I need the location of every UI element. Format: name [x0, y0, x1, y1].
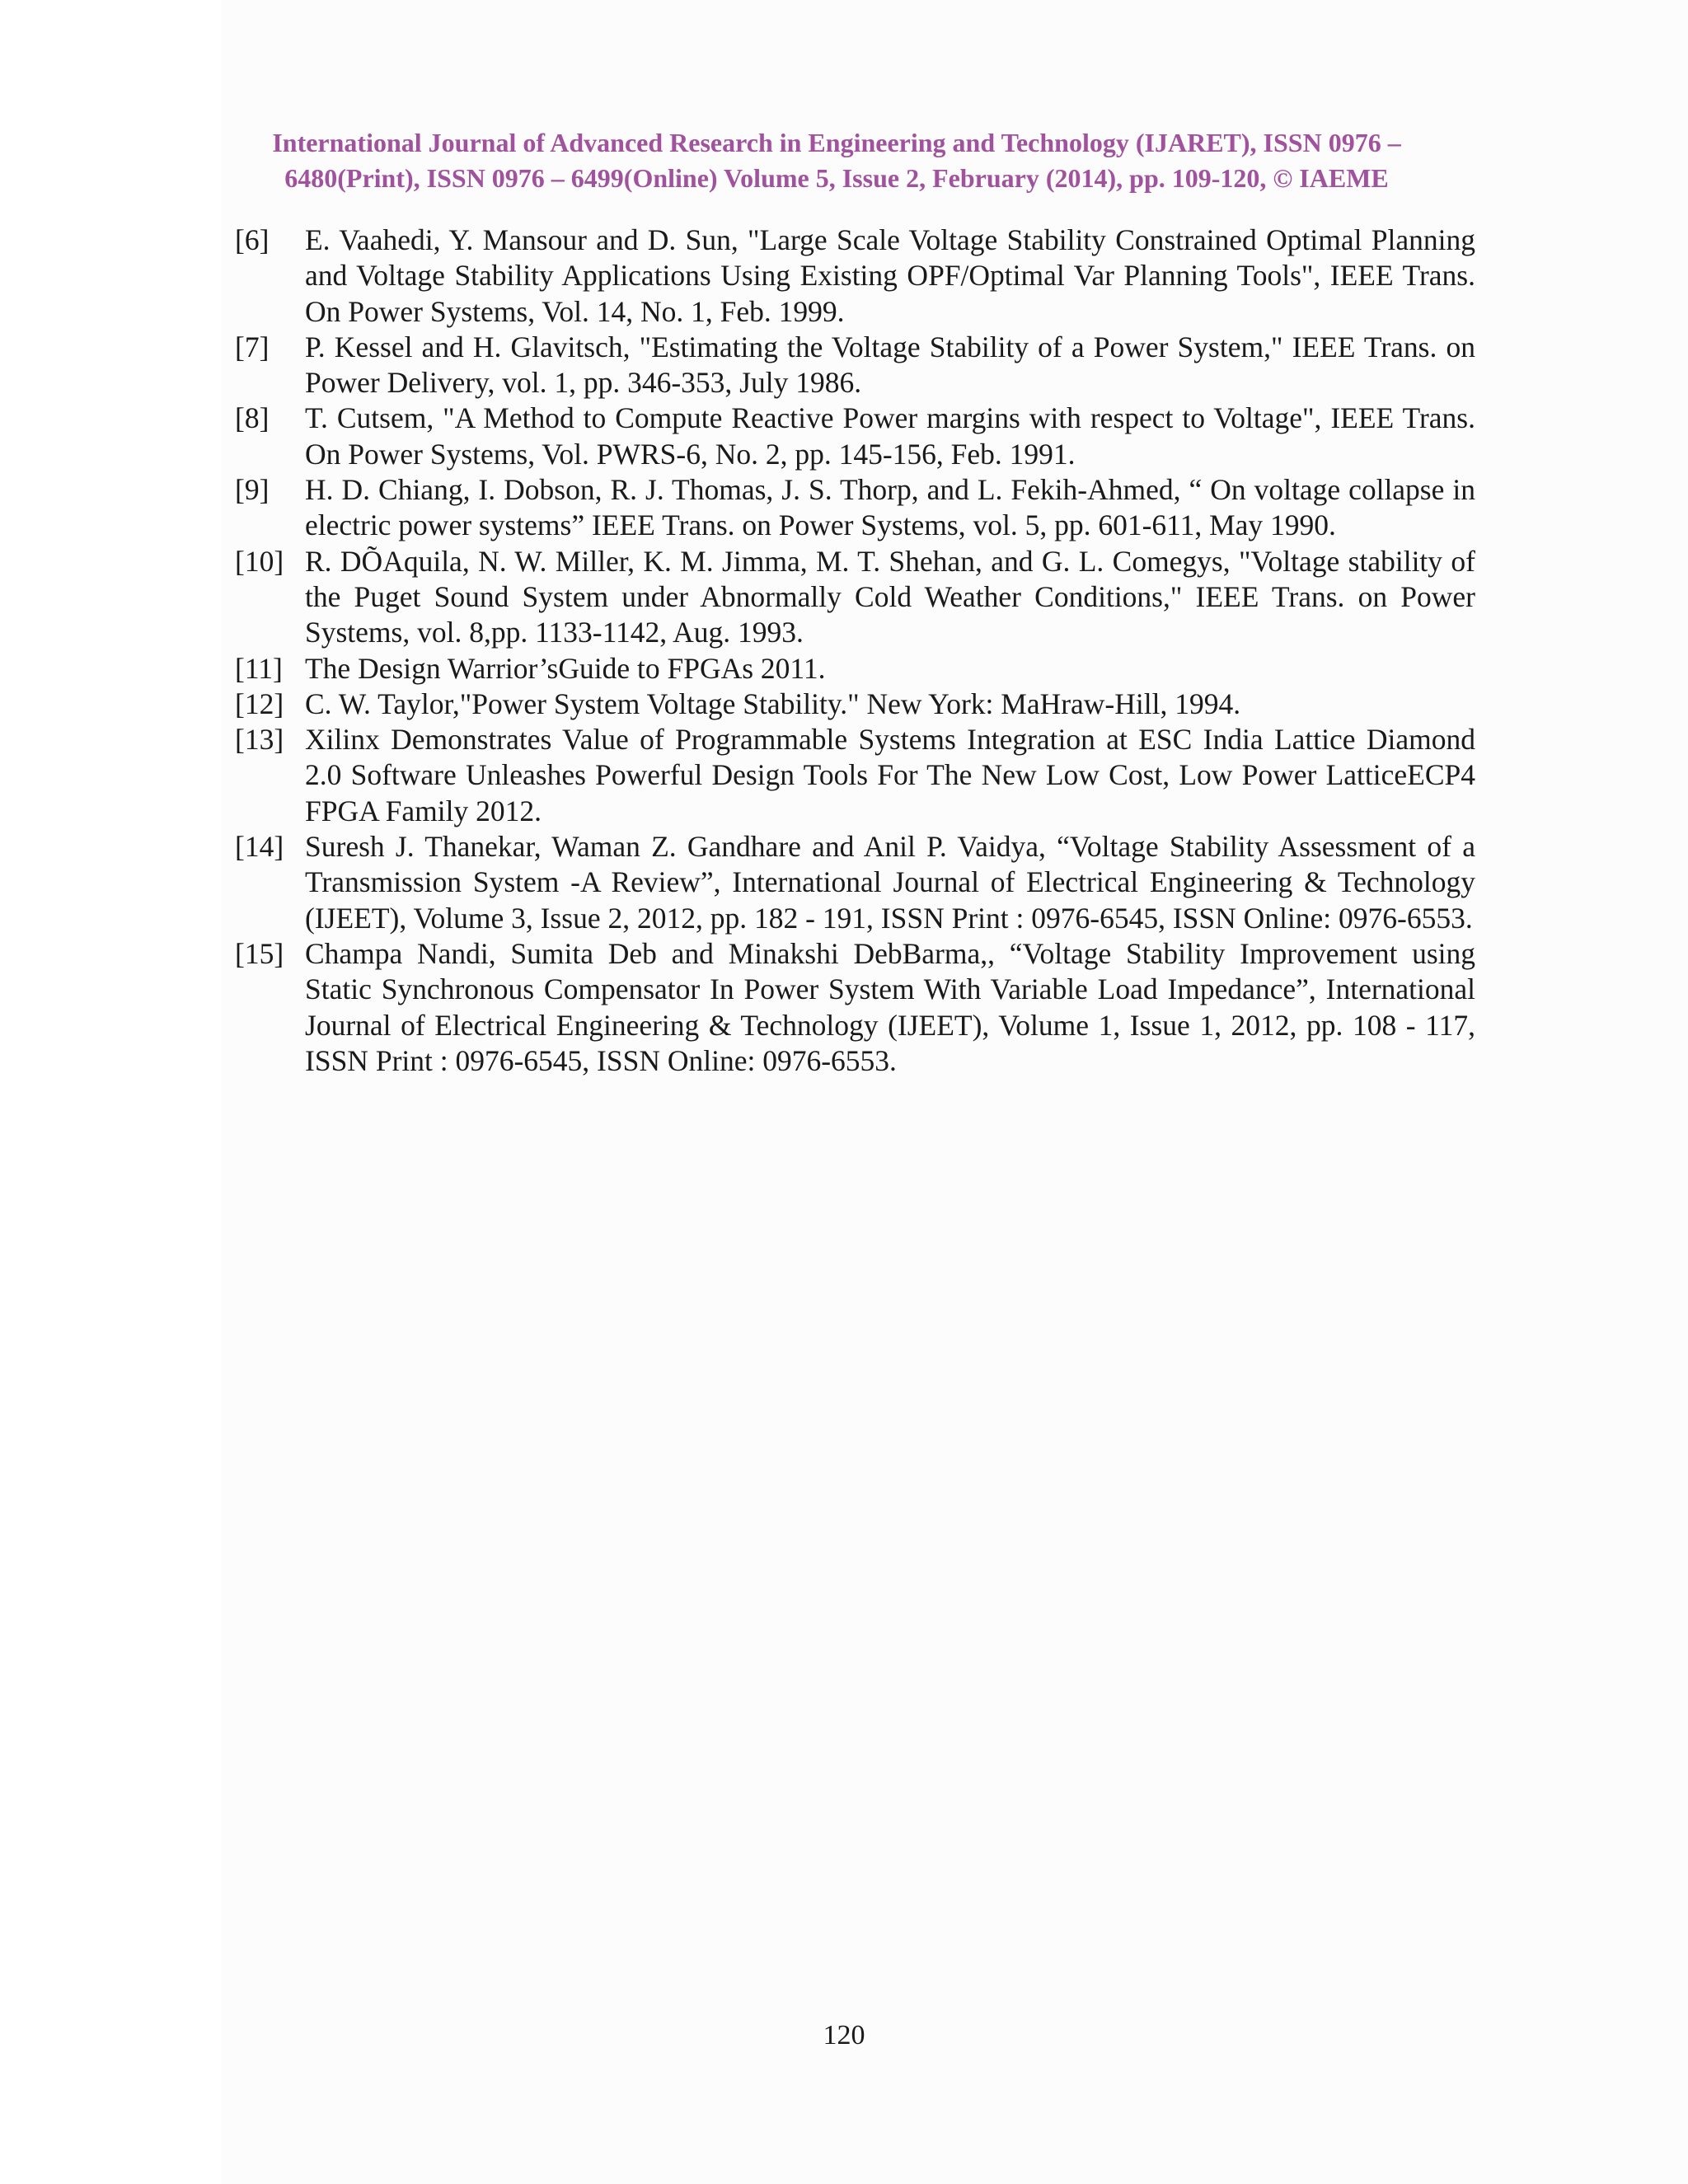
reference-text: P. Kessel and H. Glavitsch, "Estimating the Voltage Stability of a Power System," IEEE Trans. on Power Delivery, vol. 1, pp. 346-353, July 1986. [305, 330, 1475, 400]
reference-number: [11] [235, 651, 283, 685]
reference-item [235, 936, 1475, 1079]
reference-item [235, 472, 1475, 544]
reference-number: [13] [235, 723, 284, 757]
reference-text: Suresh J. Thanekar, Waman Z. Gandhare and Anil P. Vaidya, “Voltage Stability Assessment of a Transmission System -A Review”, International Journal of Electrical Engineering & Technology (IJEET), Volume 3, Issue 2, 2012, pp. 182 - 191, ISSN Print : 0976-6545, ISSN Online: 0976-6553. [305, 830, 1475, 935]
reference-item [235, 223, 1475, 330]
reference-text: Champa Nandi, Sumita Deb and Minakshi DebBarma,, “Voltage Stability Improvement using Static Synchronous Compensator In Power System With Variable Load Impedance”, International Journal of Electrical Engineering & Technology (IJEET), Volume 1, Issue 1, 2012, pp. 108 - 117, ISSN Print : 0976-6545, ISSN Online: 0976-6553. [305, 936, 1475, 1077]
reference-number: [8] [235, 401, 270, 435]
journal-header-line-2: 6480(Print), ISSN 0976 – 6499(Online) Volume 5, Issue 2, February (2014), pp. 109-120, © IAEME [284, 163, 1389, 193]
reference-item [235, 330, 1475, 401]
reference-text: T. Cutsem, "A Method to Compute Reactive Power margins with respect to Voltage", IEEE Trans. On Power Systems, Vol. PWRS-6, No. 2, pp. 145-156, Feb. 1991. [305, 401, 1475, 471]
reference-text: The Design Warrior’sGuide to FPGAs 2011. [305, 651, 826, 685]
reference-number: [7] [235, 330, 270, 363]
reference-number: [6] [235, 223, 270, 256]
reference-text: Xilinx Demonstrates Value of Programmable Systems Integration at ESC India Lattice Diamond 2.0 Software Unleashes Powerful Design Tools For The New Low Cost, Low Power LatticeECP4 FPGA Family 2012. [305, 723, 1475, 827]
reference-text: E. Vaahedi, Y. Mansour and D. Sun, "Large Scale Voltage Stability Constrained Optimal Planning and Voltage Stability Applications Using Existing OPF/Optimal Var Planning Tools", IEEE Trans. On Power Systems, Vol. 14, No. 1, Feb. 1999. [305, 223, 1475, 328]
page-number: 120 [823, 2020, 865, 2050]
reference-item [235, 829, 1475, 936]
reference-number: [15] [235, 936, 284, 970]
reference-list [235, 223, 1475, 1079]
reference-text: R. DÕAquila, N. W. Miller, K. M. Jimma, M. T. Shehan, and G. L. Comegys, "Voltage stability of the Puget Sound System under Abnormally Cold Weather Conditions," IEEE Trans. on Power Systems, vol. 8,pp. 1133-1142, Aug. 1993. [305, 544, 1475, 649]
reference-number: [14] [235, 830, 284, 864]
reference-number: [10] [235, 544, 284, 578]
journal-header [206, 125, 1467, 196]
reference-item [235, 401, 1475, 472]
reference-item [235, 544, 1475, 651]
reference-number: [9] [235, 473, 270, 507]
reference-text: C. W. Taylor,"Power System Voltage Stability." New York: MaHraw-Hill, 1994. [305, 687, 1241, 720]
reference-item [235, 722, 1475, 829]
journal-header-line-1: International Journal of Advanced Research in Engineering and Technology (IJARET), ISSN 0976 – [272, 128, 1401, 157]
reference-number: [12] [235, 687, 284, 720]
reference-item [235, 651, 1475, 687]
reference-text: H. D. Chiang, I. Dobson, R. J. Thomas, J. S. Thorp, and L. Fekih-Ahmed, “ On voltage collapse in electric power systems” IEEE Trans. on Power Systems, vol. 5, pp. 601-611, May 1990. [305, 473, 1475, 542]
reference-item [235, 687, 1475, 722]
